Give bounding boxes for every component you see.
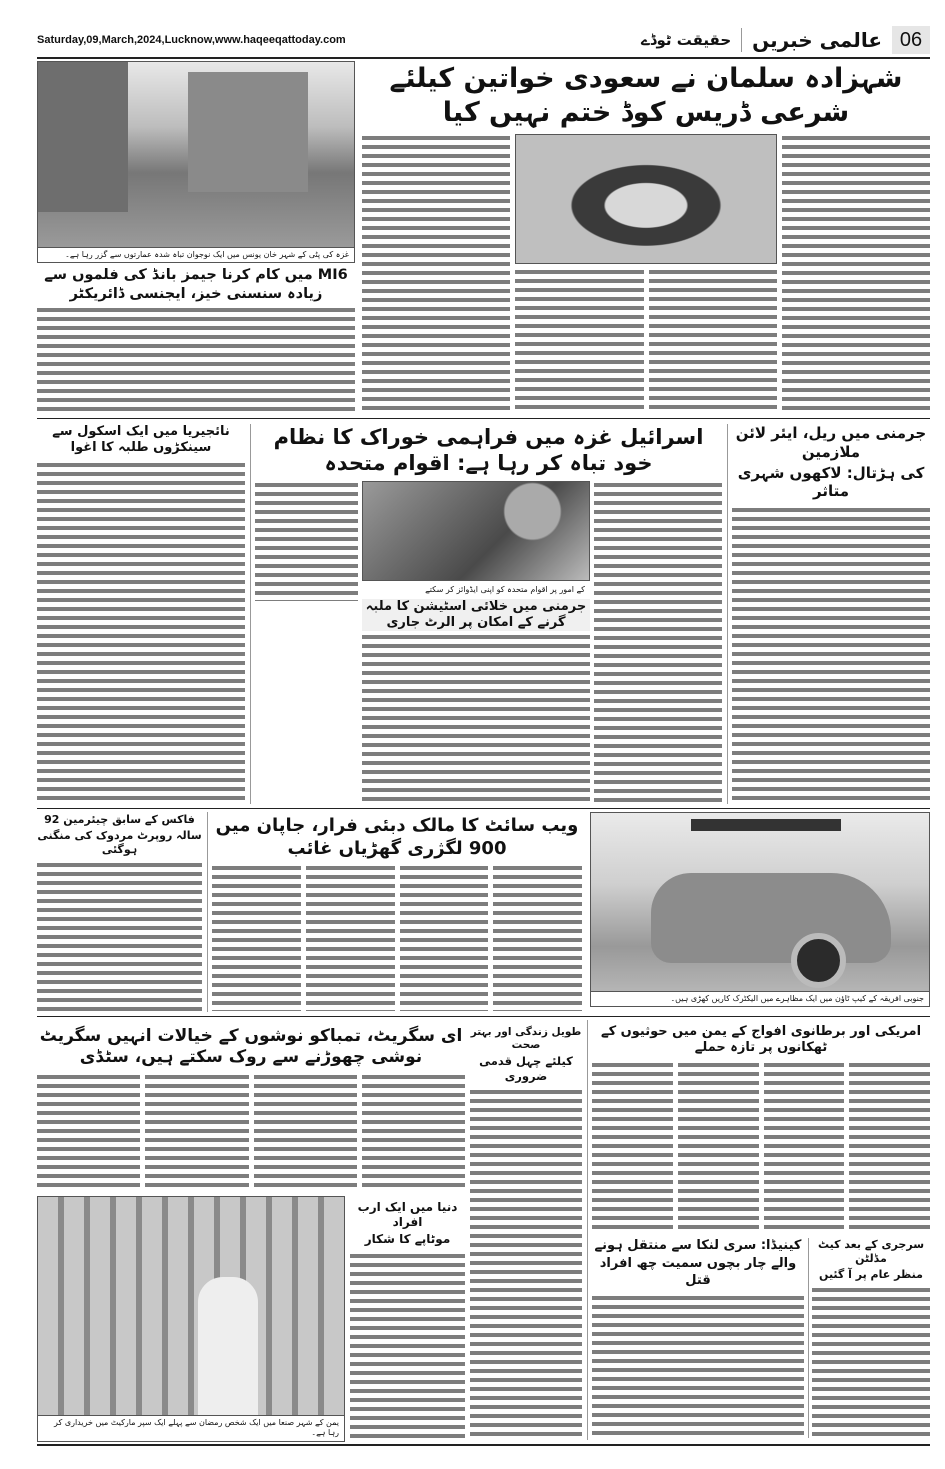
section-rule [37,418,930,419]
ruined-building [188,72,308,192]
saudi-body [362,134,930,412]
gaza-food-center [362,481,590,805]
watches-headline: ویب سائٹ کا مالک دبئی فرار، جاپان میں 900 لگژری گھڑیاں غائب [212,815,582,860]
ecig-body-col-2 [145,1073,248,1193]
car-photo-caption: جنوبی افریقہ کے کیپ ٹاؤن میں ایک مظاہرے میں الیکٹرک کاریں کھڑی ہیں۔ [590,992,930,1007]
supermarket-photo-caption: یمن کے شہر صنعا میں ایک شخص رمضان سے پہلے ایک سپر مارکیٹ میں خریداری کر رہا ہے۔ [37,1416,345,1442]
watches-body [212,864,582,1011]
column-divider [250,424,251,804]
masthead-logo: حقیقت ٹوڈے [641,31,732,49]
mbs-portrait-photo [515,134,777,264]
gaza-food-photo-caption: کے امور پر اقوام متحدہ کو اپنی ایڈوائز کر سکتے [362,583,590,597]
germany-strike-headline-line2: کی ہڑتال: لاکھوں شہری متاثر [732,464,930,502]
walking-headline-line1: طویل زندگی اور بہتر صحت [470,1026,582,1052]
gaza-food-body-left [255,481,358,601]
murdoch-headline-line2: سالہ روپرٹ مردوک کی منگنی ہوگئی [37,828,202,856]
gaza-food-queue-photo [362,481,590,581]
obesity-headline-line2: موٹاپے کا شکار [350,1232,465,1247]
nigeria-body-text [37,461,245,805]
car-wheel [791,933,846,988]
canada-story [592,1238,804,1438]
watches-body-col-2 [306,864,395,1011]
germany-strike-story [732,424,930,804]
yemen-story [592,1024,930,1230]
kate-headline-line1: سرجری کے بعد کیٹ مڈلٹن [812,1238,930,1266]
walking-body [470,1088,582,1440]
watches-story [212,815,582,1011]
supermarket-photo-block [37,1196,345,1442]
saudi-center-cols [515,268,777,412]
ecig-headline: ای سگریٹ، تمباکو نوشوں کے خیالات انہیں سگریٹ نوشی چھوڑنے سے روک سکتے ہیں، سٹڈی [37,1026,465,1069]
obesity-headline-line1: دنیا میں ایک ارب افراد [350,1200,465,1230]
murdoch-story [37,813,202,1011]
ecig-body-col-3 [254,1073,357,1193]
watches-body-col-3 [400,864,489,1011]
yemen-body-col-3 [764,1061,845,1231]
murdoch-body [37,861,202,1011]
section-rule [37,808,930,809]
kate-story [812,1238,930,1438]
gaza-food-story [255,424,722,804]
masthead-bar [641,26,930,54]
booth-sign [691,819,841,831]
saudi-center [515,134,777,412]
header-rule [37,57,930,59]
watches-body-col-4 [493,864,582,1011]
yemen-body-col-4 [849,1061,930,1231]
mi6-story [37,61,355,411]
obesity-body [350,1252,465,1440]
column-divider [808,1238,809,1438]
obesity-story [350,1200,465,1440]
section-rule [37,1016,930,1017]
gaza-rubble-photo [37,61,355,248]
yemen-body-col-1 [592,1061,673,1231]
mi6-headline: MI6 میں کام کرنا جیمز بانڈ کی فلموں سے زیادہ سنسنی خیز، ایجنسی ڈائریکٹر [37,266,355,302]
germany-strike-body [732,506,930,804]
electric-car-photo [590,812,930,992]
nigeria-headline: نائجیریا میں ایک اسکول سے سینکڑوں طلبہ کا اغوا [37,424,245,457]
germany-strike-headline-line1: جرمنی میں ریل، ایئر لائن ملازمین [732,424,930,462]
watches-body-col-1 [212,864,301,1011]
ecig-story [37,1026,465,1192]
car-body [651,873,891,963]
kate-headline-line2: منظر عام پر آ گئیں [812,1268,930,1282]
shopper-figure [198,1277,258,1416]
walking-headline-line2: کیلئے چہل قدمی ضروری [470,1054,582,1083]
masthead-divider [741,28,742,52]
ecig-body-col-1 [37,1073,140,1193]
mi6-body-text [37,306,355,411]
germany-space-body [362,633,590,804]
gaza-food-headline: اسرائیل غزہ میں فراہمی خوراک کا نظام خود تباہ کر رہا ہے: اقوام متحدہ [255,424,722,477]
kate-body [812,1286,930,1438]
canada-headline-line2: والے چار بچوں سمیت چھ افراد قتل [592,1256,804,1289]
dateline: Saturday,09,March,2024,Lucknow,www.haqeeqattoday.com [37,34,346,46]
gaza-photo-caption: غزہ کی پٹی کے شہر خان یونس میں ایک نوجوان تباہ شدہ عمارتوں سے گزر رہا ہے۔ [37,248,355,263]
saudi-story [362,62,930,411]
ecig-body-col-4 [362,1073,465,1193]
ecig-body [37,1073,465,1193]
section-title: عالمی خبریں [752,28,882,52]
car-photo-block [590,812,930,1007]
page-number: 06 [892,26,930,54]
canada-body [592,1294,804,1438]
yemen-body [592,1061,930,1231]
saudi-body-col-4 [782,134,930,412]
column-divider [587,1020,588,1440]
column-divider [207,812,208,1012]
murdoch-headline-line1: فاکس کے سابق چیئرمین 92 [37,813,202,827]
yemen-headline: امریکی اور برطانوی افواج کے یمن میں حوثیوں کے ٹھکانوں پر تازہ حملے [592,1024,930,1057]
germany-space-headline: جرمنی میں خلائی اسٹیشن کا ملبہ گرنے کے امکان پر الرٹ جاری [362,599,590,632]
canada-headline-line1: کینیڈا: سری لنکا سے منتقل ہونے [592,1238,804,1254]
walking-story [470,1026,582,1440]
gaza-food-body [255,481,722,805]
footer-rule [37,1444,930,1446]
ruined-building [38,62,128,212]
supermarket-photo [37,1196,345,1416]
gaza-food-body-right [594,481,722,805]
saudi-headline: شہزادہ سلمان نے سعودی خواتین کیلئے شرعی ڈریس کوڈ ختم نہیں کیا [362,62,930,130]
saudi-body-col-2 [515,268,644,412]
saudi-body-col-3 [649,268,778,412]
saudi-body-col-1 [362,134,510,412]
nigeria-story [37,424,245,804]
column-divider [727,424,728,804]
yemen-body-col-2 [678,1061,759,1231]
